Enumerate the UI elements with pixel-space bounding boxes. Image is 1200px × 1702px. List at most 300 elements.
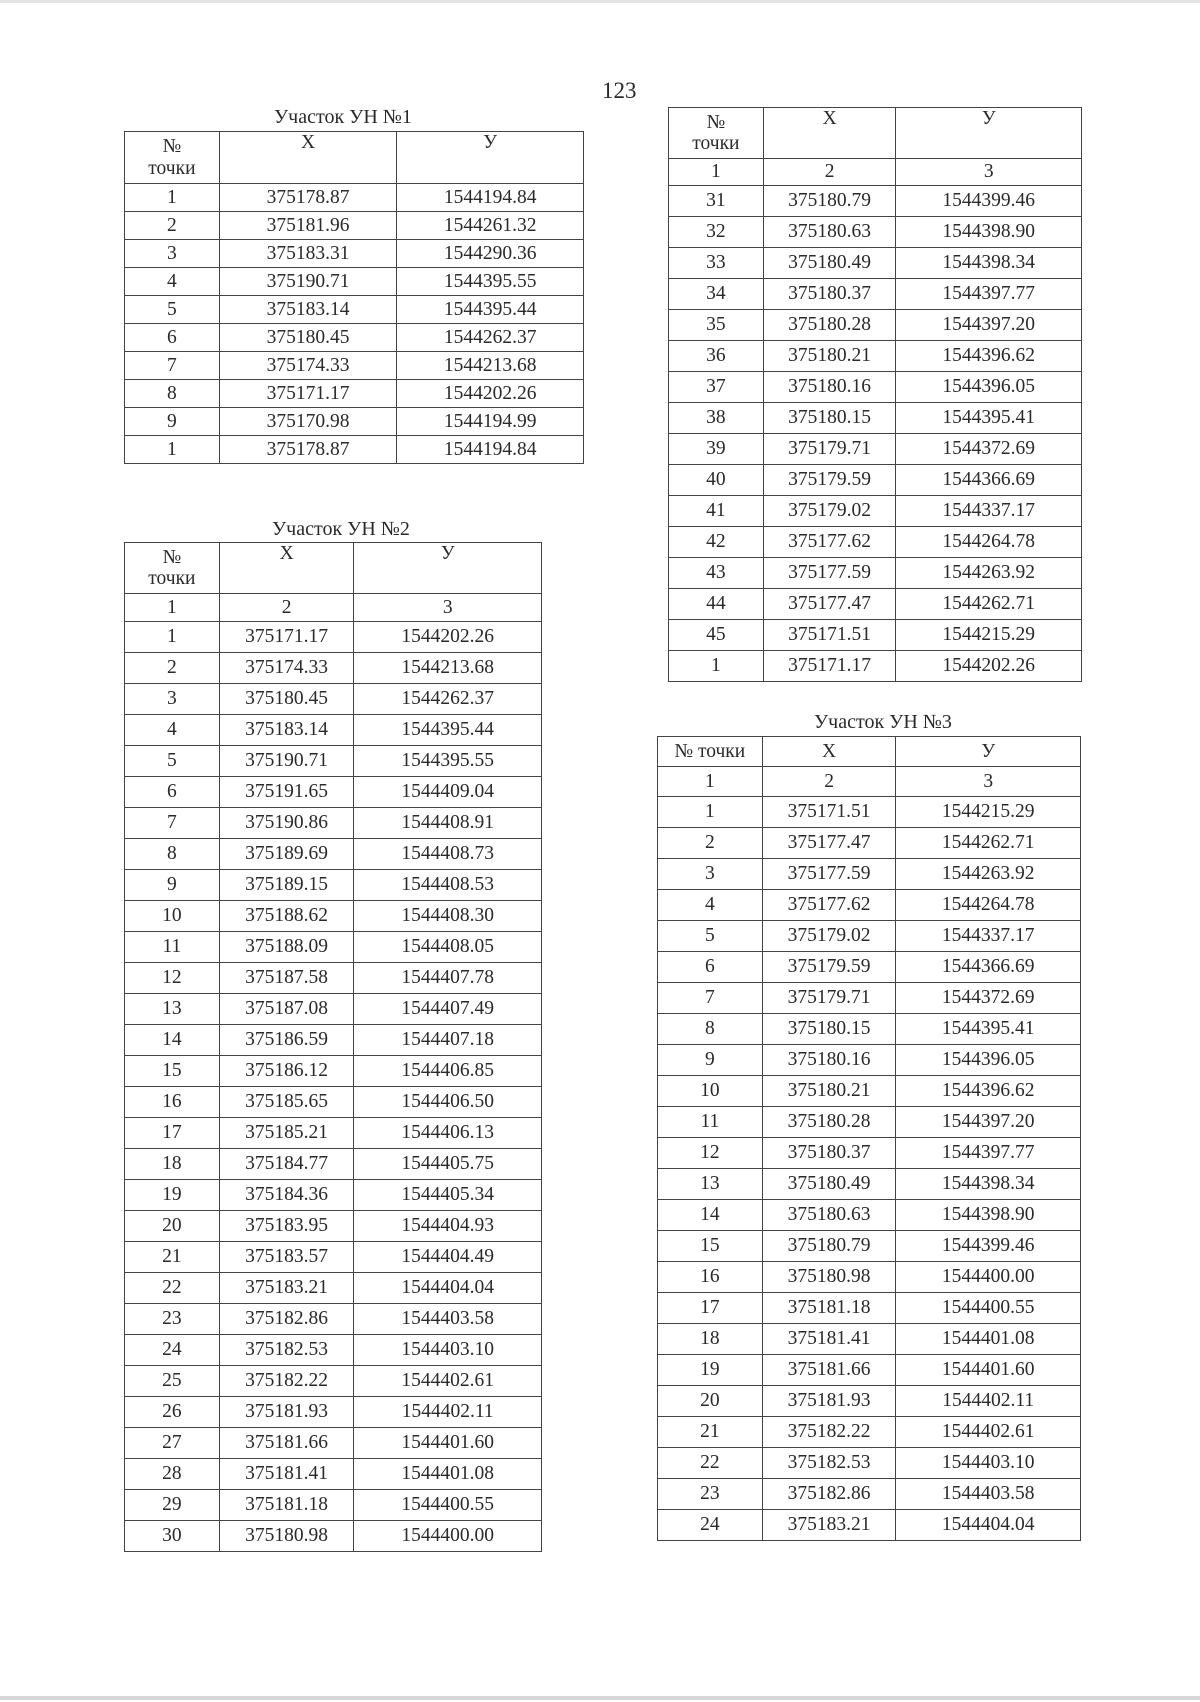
table-row (658, 890, 1081, 921)
x-coordinate-cell: 375180.16 (763, 372, 896, 403)
table-row (125, 994, 542, 1025)
x-coordinate-cell: 375183.21 (762, 1510, 896, 1541)
table-row (658, 1417, 1081, 1448)
y-coordinate-cell: 1544404.04 (896, 1510, 1081, 1541)
header-y: У (896, 737, 1081, 767)
x-coordinate-cell: 375170.98 (219, 408, 397, 436)
y-coordinate-cell: 1544263.92 (896, 558, 1082, 589)
table-row (658, 797, 1081, 828)
table-row (658, 1510, 1081, 1541)
y-coordinate-cell: 1544395.44 (397, 296, 584, 324)
x-coordinate-cell: 375181.93 (219, 1397, 354, 1428)
x-coordinate-cell: 375177.62 (762, 890, 896, 921)
y-coordinate-cell: 1544407.78 (354, 963, 542, 994)
column-number-1: 1 (669, 159, 764, 186)
x-coordinate-cell: 375171.17 (219, 380, 397, 408)
x-coordinate-cell: 375183.14 (219, 715, 354, 746)
header-point-word: точки (148, 157, 196, 179)
point-number-cell: 19 (658, 1355, 763, 1386)
section2-rows (125, 622, 542, 1552)
x-coordinate-cell: 375178.87 (219, 184, 397, 212)
table-row (125, 1056, 542, 1087)
header-point-word: точки (148, 568, 196, 589)
y-coordinate-cell: 1544408.30 (354, 901, 542, 932)
y-coordinate-cell: 1544407.49 (354, 994, 542, 1025)
header-point-number (125, 132, 220, 184)
point-number-cell: 27 (125, 1428, 220, 1459)
x-coordinate-cell: 375179.59 (763, 465, 896, 496)
point-number-cell: 26 (125, 1397, 220, 1428)
point-number-cell: 17 (125, 1118, 220, 1149)
x-coordinate-cell: 375174.33 (219, 653, 354, 684)
column-number-1: 1 (658, 767, 763, 797)
table-row (125, 1087, 542, 1118)
y-coordinate-cell: 1544402.61 (354, 1366, 542, 1397)
y-coordinate-cell: 1544403.10 (354, 1335, 542, 1366)
y-coordinate-cell: 1544264.78 (896, 890, 1081, 921)
point-number-cell: 16 (658, 1262, 763, 1293)
point-number-cell: 22 (125, 1273, 220, 1304)
y-coordinate-cell: 1544213.68 (354, 653, 542, 684)
table-row (669, 589, 1082, 620)
y-coordinate-cell: 1544202.26 (354, 622, 542, 653)
table-row (658, 1479, 1081, 1510)
x-coordinate-cell: 375180.28 (762, 1107, 896, 1138)
y-coordinate-cell: 1544406.50 (354, 1087, 542, 1118)
section3-title: Участок УН №3 (814, 711, 952, 733)
column-number-3: 3 (896, 767, 1081, 797)
x-coordinate-cell: 375180.98 (219, 1521, 354, 1552)
section2-title: Участок УН №2 (272, 518, 410, 540)
point-number-cell: 32 (669, 217, 764, 248)
table-row (125, 296, 584, 324)
y-coordinate-cell: 1544194.84 (397, 436, 584, 464)
point-number-cell: 15 (658, 1231, 763, 1262)
table-row (658, 1324, 1081, 1355)
table-row (125, 352, 584, 380)
point-number-cell: 8 (658, 1014, 763, 1045)
table-row (125, 1273, 542, 1304)
point-number-cell: 8 (125, 380, 220, 408)
y-coordinate-cell: 1544366.69 (896, 465, 1082, 496)
table-row (125, 1459, 542, 1490)
x-coordinate-cell: 375190.71 (219, 268, 397, 296)
header-point-number (125, 543, 220, 594)
x-coordinate-cell: 375178.87 (219, 436, 397, 464)
y-coordinate-cell: 1544372.69 (896, 983, 1081, 1014)
point-number-cell: 7 (125, 352, 220, 380)
y-coordinate-cell: 1544397.20 (896, 1107, 1081, 1138)
table-row (125, 777, 542, 808)
x-coordinate-cell: 375180.21 (763, 341, 896, 372)
x-coordinate-cell: 375189.15 (219, 870, 354, 901)
point-number-cell: 22 (658, 1448, 763, 1479)
point-number-cell: 5 (125, 746, 220, 777)
x-coordinate-cell: 375177.59 (763, 558, 896, 589)
x-coordinate-cell: 375180.45 (219, 684, 354, 715)
column-number-1: 1 (125, 594, 220, 622)
scan-bottom-edge (0, 1696, 1200, 1700)
point-number-cell: 7 (658, 983, 763, 1014)
y-coordinate-cell: 1544403.58 (896, 1479, 1081, 1510)
y-coordinate-cell: 1544395.55 (354, 746, 542, 777)
y-coordinate-cell: 1544409.04 (354, 777, 542, 808)
table-row (669, 186, 1082, 217)
point-number-cell: 2 (125, 653, 220, 684)
point-number-cell: 38 (669, 403, 764, 434)
y-coordinate-cell: 1544264.78 (896, 527, 1082, 558)
table-row (669, 496, 1082, 527)
y-coordinate-cell: 1544395.55 (397, 268, 584, 296)
table-row (125, 1490, 542, 1521)
x-coordinate-cell: 375177.62 (763, 527, 896, 558)
table-row (125, 380, 584, 408)
point-number-cell: 6 (125, 324, 220, 352)
table-row (658, 1045, 1081, 1076)
point-number-cell: 36 (669, 341, 764, 372)
point-number-cell: 9 (125, 870, 220, 901)
y-coordinate-cell: 1544395.41 (896, 403, 1082, 434)
y-coordinate-cell: 1544399.46 (896, 1231, 1081, 1262)
table-row (125, 746, 542, 777)
point-number-cell: 29 (125, 1490, 220, 1521)
table-row (658, 1293, 1081, 1324)
table-row (125, 324, 584, 352)
header-x: X (762, 737, 896, 767)
table-row (669, 310, 1082, 341)
table-row (658, 952, 1081, 983)
table-row (125, 839, 542, 870)
y-coordinate-cell: 1544261.32 (397, 212, 584, 240)
x-coordinate-cell: 375183.21 (219, 1273, 354, 1304)
table-row (658, 1200, 1081, 1231)
table-row (125, 622, 542, 653)
point-number-cell: 37 (669, 372, 764, 403)
point-number-cell: 11 (125, 932, 220, 963)
y-coordinate-cell: 1544396.05 (896, 1045, 1081, 1076)
table-row (125, 212, 584, 240)
table-row (658, 1014, 1081, 1045)
point-number-cell: 11 (658, 1107, 763, 1138)
x-coordinate-cell: 375184.36 (219, 1180, 354, 1211)
table-row (658, 1262, 1081, 1293)
table-row (125, 901, 542, 932)
table-row (669, 527, 1082, 558)
point-number-cell: 16 (125, 1087, 220, 1118)
x-coordinate-cell: 375177.47 (762, 828, 896, 859)
point-number-cell: 18 (658, 1324, 763, 1355)
column-number-3: 3 (896, 159, 1082, 186)
x-coordinate-cell: 375191.65 (219, 777, 354, 808)
table-row (669, 279, 1082, 310)
y-coordinate-cell: 1544395.44 (354, 715, 542, 746)
table-row (125, 1366, 542, 1397)
y-coordinate-cell: 1544403.10 (896, 1448, 1081, 1479)
table-row (125, 653, 542, 684)
x-coordinate-cell: 375181.96 (219, 212, 397, 240)
point-number-cell: 23 (658, 1479, 763, 1510)
y-coordinate-cell: 1544337.17 (896, 496, 1082, 527)
point-number-cell: 4 (125, 268, 220, 296)
header-number-sign: № (706, 111, 726, 133)
x-coordinate-cell: 375183.95 (219, 1211, 354, 1242)
x-coordinate-cell: 375187.08 (219, 994, 354, 1025)
table-row (658, 1138, 1081, 1169)
section1-table (124, 131, 584, 464)
scan-top-edge (0, 0, 1200, 3)
x-coordinate-cell: 375186.59 (219, 1025, 354, 1056)
x-coordinate-cell: 375174.33 (219, 352, 397, 380)
point-number-cell: 12 (125, 963, 220, 994)
point-number-cell: 3 (125, 684, 220, 715)
x-coordinate-cell: 375184.77 (219, 1149, 354, 1180)
y-coordinate-cell: 1544213.68 (397, 352, 584, 380)
y-coordinate-cell: 1544396.62 (896, 341, 1082, 372)
table-row (125, 870, 542, 901)
x-coordinate-cell: 375179.71 (762, 983, 896, 1014)
header-y: У (896, 108, 1082, 159)
point-number-cell: 3 (125, 240, 220, 268)
table-row (125, 1521, 542, 1552)
y-coordinate-cell: 1544397.20 (896, 310, 1082, 341)
y-coordinate-cell: 1544408.91 (354, 808, 542, 839)
point-number-cell: 14 (658, 1200, 763, 1231)
point-number-cell: 23 (125, 1304, 220, 1335)
x-coordinate-cell: 375177.47 (763, 589, 896, 620)
y-coordinate-cell: 1544408.73 (354, 839, 542, 870)
x-coordinate-cell: 375185.21 (219, 1118, 354, 1149)
x-coordinate-cell: 375171.17 (763, 651, 896, 682)
x-coordinate-cell: 375180.21 (762, 1076, 896, 1107)
point-number-cell: 35 (669, 310, 764, 341)
table-row (658, 828, 1081, 859)
table-row (658, 1355, 1081, 1386)
y-coordinate-cell: 1544402.11 (354, 1397, 542, 1428)
y-coordinate-cell: 1544202.26 (896, 651, 1082, 682)
table-row (125, 1304, 542, 1335)
point-number-cell: 10 (125, 901, 220, 932)
header-point-word: точки (692, 133, 740, 154)
x-coordinate-cell: 375188.09 (219, 932, 354, 963)
point-number-cell: 41 (669, 496, 764, 527)
point-number-cell: 44 (669, 589, 764, 620)
point-number-cell: 21 (658, 1417, 763, 1448)
y-coordinate-cell: 1544262.37 (354, 684, 542, 715)
y-coordinate-cell: 1544400.55 (354, 1490, 542, 1521)
x-coordinate-cell: 375181.93 (762, 1386, 896, 1417)
header-x: X (763, 108, 896, 159)
table-row (125, 1211, 542, 1242)
point-number-cell: 14 (125, 1025, 220, 1056)
table-row (125, 684, 542, 715)
table-row (125, 963, 542, 994)
x-coordinate-cell: 375188.62 (219, 901, 354, 932)
x-coordinate-cell: 375185.65 (219, 1087, 354, 1118)
table-row (125, 1242, 542, 1273)
y-coordinate-cell: 1544400.55 (896, 1293, 1081, 1324)
y-coordinate-cell: 1544397.77 (896, 279, 1082, 310)
section3-table (657, 736, 1081, 1541)
table-row (669, 465, 1082, 496)
point-number-cell: 17 (658, 1293, 763, 1324)
point-number-cell: 10 (658, 1076, 763, 1107)
y-coordinate-cell: 1544405.34 (354, 1180, 542, 1211)
x-coordinate-cell: 375182.53 (219, 1335, 354, 1366)
y-coordinate-cell: 1544395.41 (896, 1014, 1081, 1045)
table-row (658, 1169, 1081, 1200)
y-coordinate-cell: 1544402.11 (896, 1386, 1081, 1417)
y-coordinate-cell: 1544215.29 (896, 620, 1082, 651)
y-coordinate-cell: 1544403.58 (354, 1304, 542, 1335)
y-coordinate-cell: 1544405.75 (354, 1149, 542, 1180)
point-number-cell: 2 (125, 212, 220, 240)
x-coordinate-cell: 375179.71 (763, 434, 896, 465)
x-coordinate-cell: 375186.12 (219, 1056, 354, 1087)
y-coordinate-cell: 1544337.17 (896, 921, 1081, 952)
table-row (658, 1107, 1081, 1138)
y-coordinate-cell: 1544398.34 (896, 248, 1082, 279)
table-row (669, 651, 1082, 682)
y-coordinate-cell: 1544194.99 (397, 408, 584, 436)
y-coordinate-cell: 1544262.37 (397, 324, 584, 352)
point-number-cell: 20 (658, 1386, 763, 1417)
point-number-cell: 3 (658, 859, 763, 890)
y-coordinate-cell: 1544404.49 (354, 1242, 542, 1273)
x-coordinate-cell: 375180.15 (762, 1014, 896, 1045)
point-number-cell: 31 (669, 186, 764, 217)
header-point-number: № точки (658, 737, 763, 767)
x-coordinate-cell: 375182.22 (762, 1417, 896, 1448)
point-number-cell: 1 (125, 622, 220, 653)
point-number-cell: 6 (125, 777, 220, 808)
table-row (125, 1118, 542, 1149)
x-coordinate-cell: 375180.15 (763, 403, 896, 434)
header-number-sign: № (162, 546, 182, 568)
y-coordinate-cell: 1544215.29 (896, 797, 1081, 828)
column-number-2: 2 (219, 594, 354, 622)
table-row (669, 434, 1082, 465)
section2-table (124, 542, 542, 1552)
y-coordinate-cell: 1544401.08 (896, 1324, 1081, 1355)
x-coordinate-cell: 375171.17 (219, 622, 354, 653)
y-coordinate-cell: 1544398.90 (896, 1200, 1081, 1231)
header-y: У (354, 543, 542, 594)
point-number-cell: 5 (125, 296, 220, 324)
point-number-cell: 12 (658, 1138, 763, 1169)
table-row (125, 1335, 542, 1366)
column-number-2: 2 (763, 159, 896, 186)
table-row (669, 620, 1082, 651)
table-row (125, 715, 542, 746)
point-number-cell: 42 (669, 527, 764, 558)
header-x: X (219, 543, 354, 594)
table-row (125, 1149, 542, 1180)
y-coordinate-cell: 1544262.71 (896, 828, 1081, 859)
x-coordinate-cell: 375180.49 (763, 248, 896, 279)
y-coordinate-cell: 1544404.04 (354, 1273, 542, 1304)
table-row (125, 268, 584, 296)
table-row (669, 341, 1082, 372)
point-number-cell: 24 (658, 1510, 763, 1541)
y-coordinate-cell: 1544400.00 (354, 1521, 542, 1552)
y-coordinate-cell: 1544202.26 (397, 380, 584, 408)
y-coordinate-cell: 1544406.13 (354, 1118, 542, 1149)
y-coordinate-cell: 1544408.05 (354, 932, 542, 963)
table-row (125, 408, 584, 436)
column-number-3: 3 (354, 594, 542, 622)
point-number-cell: 43 (669, 558, 764, 589)
y-coordinate-cell: 1544406.85 (354, 1056, 542, 1087)
y-coordinate-cell: 1544372.69 (896, 434, 1082, 465)
y-coordinate-cell: 1544263.92 (896, 859, 1081, 890)
y-coordinate-cell: 1544401.08 (354, 1459, 542, 1490)
point-number-cell: 19 (125, 1180, 220, 1211)
point-number-cell: 7 (125, 808, 220, 839)
table-row (669, 403, 1082, 434)
point-number-cell: 20 (125, 1211, 220, 1242)
y-coordinate-cell: 1544194.84 (397, 184, 584, 212)
section2-continuation-table (668, 107, 1082, 682)
table-row (125, 808, 542, 839)
x-coordinate-cell: 375181.18 (762, 1293, 896, 1324)
x-coordinate-cell: 375180.63 (763, 217, 896, 248)
table-row (658, 921, 1081, 952)
x-coordinate-cell: 375183.57 (219, 1242, 354, 1273)
y-coordinate-cell: 1544408.53 (354, 870, 542, 901)
table-row (125, 1025, 542, 1056)
x-coordinate-cell: 375180.45 (219, 324, 397, 352)
x-coordinate-cell: 375187.58 (219, 963, 354, 994)
table-row (125, 1397, 542, 1428)
x-coordinate-cell: 375179.02 (763, 496, 896, 527)
header-point-number (669, 108, 764, 159)
x-coordinate-cell: 375180.28 (763, 310, 896, 341)
x-coordinate-cell: 375180.79 (762, 1231, 896, 1262)
y-coordinate-cell: 1544407.18 (354, 1025, 542, 1056)
point-number-cell: 34 (669, 279, 764, 310)
x-coordinate-cell: 375190.71 (219, 746, 354, 777)
y-coordinate-cell: 1544366.69 (896, 952, 1081, 983)
x-coordinate-cell: 375181.66 (762, 1355, 896, 1386)
x-coordinate-cell: 375183.31 (219, 240, 397, 268)
x-coordinate-cell: 375183.14 (219, 296, 397, 324)
x-coordinate-cell: 375182.22 (219, 1366, 354, 1397)
x-coordinate-cell: 375182.86 (762, 1479, 896, 1510)
y-coordinate-cell: 1544262.71 (896, 589, 1082, 620)
x-coordinate-cell: 375181.41 (762, 1324, 896, 1355)
point-number-cell: 13 (125, 994, 220, 1025)
table-row (669, 558, 1082, 589)
point-number-cell: 30 (125, 1521, 220, 1552)
table-row (125, 184, 584, 212)
table-row (658, 983, 1081, 1014)
point-number-cell: 1 (125, 184, 220, 212)
table-row (658, 1076, 1081, 1107)
x-coordinate-cell: 375180.98 (762, 1262, 896, 1293)
y-coordinate-cell: 1544401.60 (896, 1355, 1081, 1386)
point-number-cell: 28 (125, 1459, 220, 1490)
point-number-cell: 45 (669, 620, 764, 651)
table-row (658, 859, 1081, 890)
point-number-cell: 1 (658, 797, 763, 828)
y-coordinate-cell: 1544402.61 (896, 1417, 1081, 1448)
x-coordinate-cell: 375180.49 (762, 1169, 896, 1200)
point-number-cell: 9 (658, 1045, 763, 1076)
y-coordinate-cell: 1544398.90 (896, 217, 1082, 248)
x-coordinate-cell: 375181.18 (219, 1490, 354, 1521)
section1-rows (125, 184, 584, 464)
x-coordinate-cell: 375179.02 (762, 921, 896, 952)
